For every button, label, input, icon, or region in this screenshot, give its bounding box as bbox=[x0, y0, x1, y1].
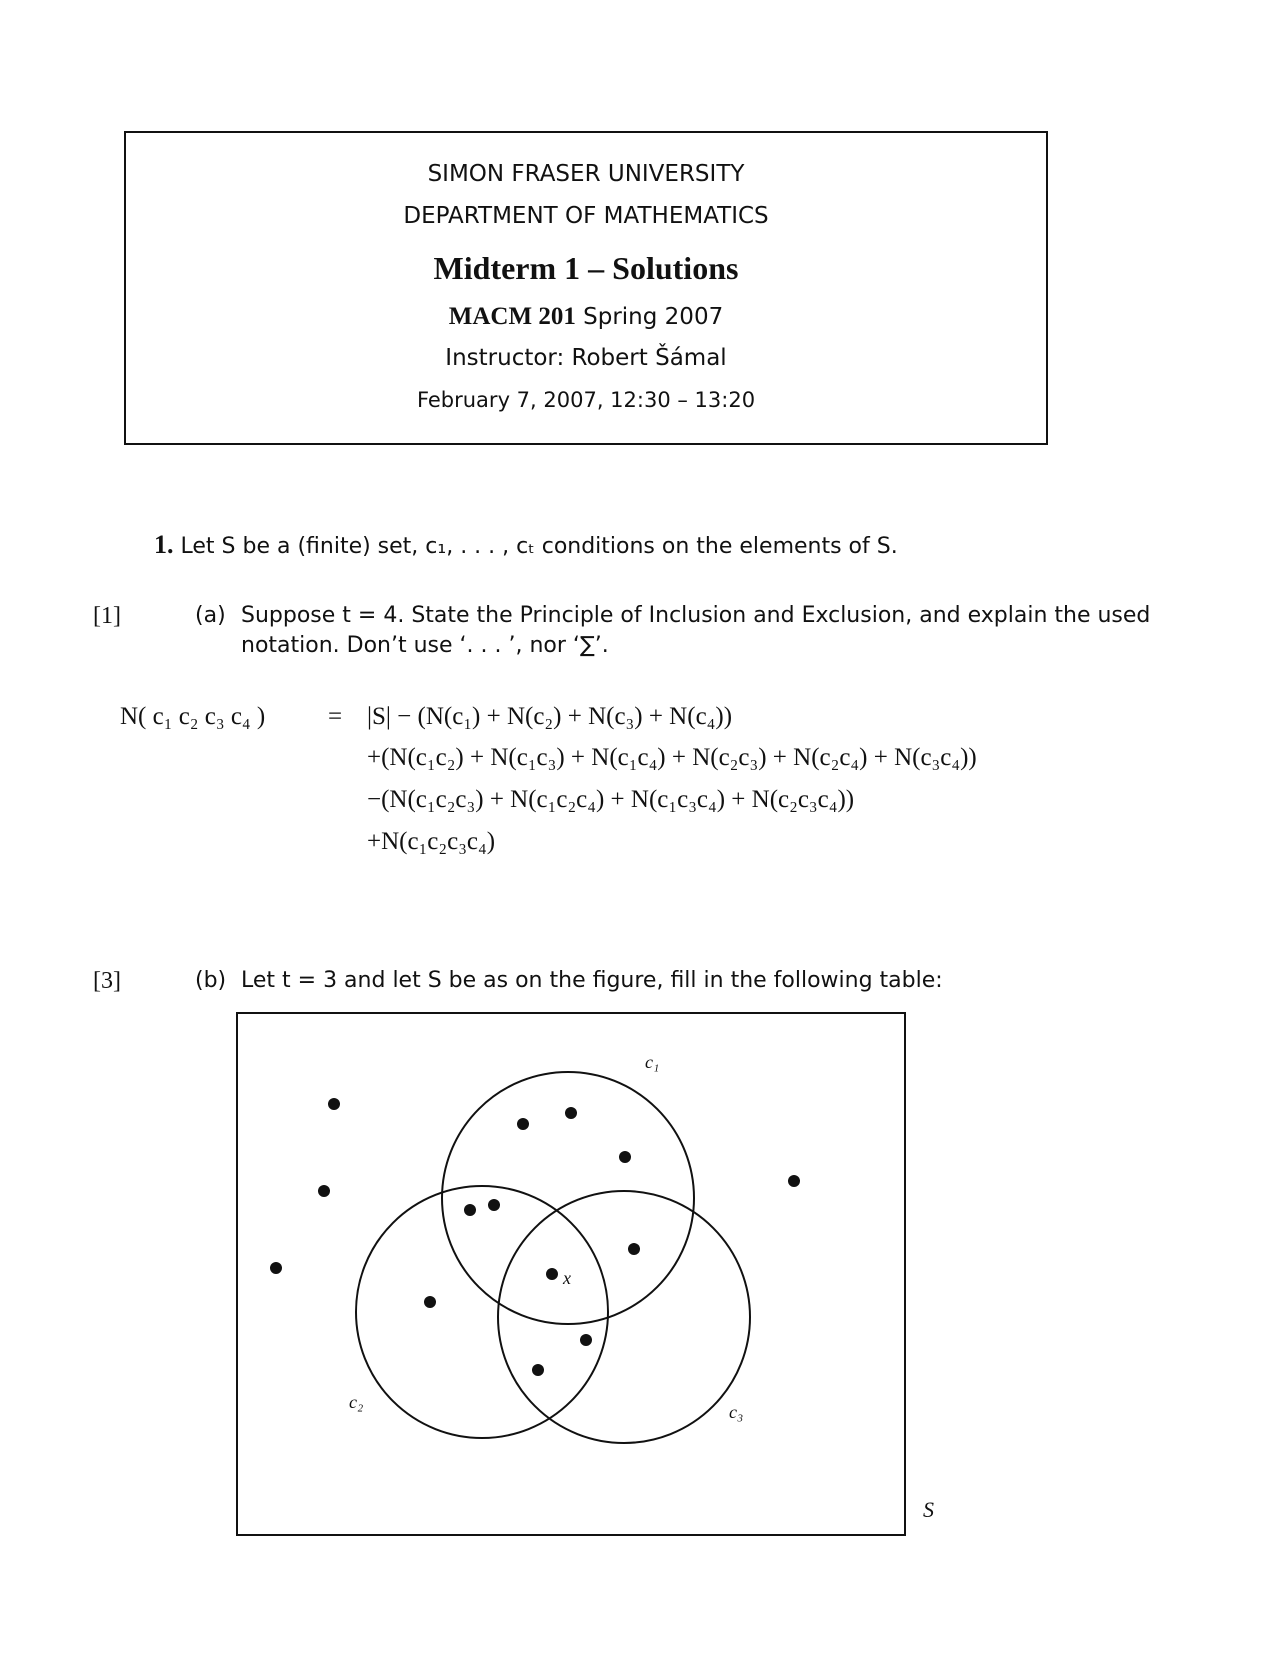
set-s-rectangle bbox=[237, 1013, 905, 1535]
course-code: MACM 201 bbox=[448, 303, 576, 330]
part-a-label: (a) bbox=[195, 603, 226, 628]
point bbox=[619, 1151, 631, 1163]
point bbox=[565, 1107, 577, 1119]
label-x: x bbox=[563, 1268, 571, 1288]
label-c2: c₂ bbox=[349, 1392, 364, 1412]
equation-rhs-line-1: |S| − (N(c₁) + N(c₂) + N(c₃) + N(c₄)) bbox=[367, 703, 733, 730]
instructor: Instructor: Robert Šámal bbox=[445, 345, 727, 371]
equation-rhs-line-3: −(N(c₁c₂c₃) + N(c₁c₂c₄) + N(c₁c₃c₄) + N(c₂c₃c₄)) bbox=[367, 786, 855, 813]
page-title: Midterm 1 – Solutions bbox=[433, 250, 739, 286]
question-intro: Let S be a (finite) set, c₁, . . . , cₜ conditions on the elements of S. bbox=[180, 534, 898, 559]
label-c1: c₁ bbox=[645, 1052, 660, 1072]
point bbox=[517, 1118, 529, 1130]
label-s: S bbox=[923, 1497, 934, 1522]
part-a-marks: [1] bbox=[93, 603, 121, 629]
point bbox=[424, 1296, 436, 1308]
label-c3: c₃ bbox=[729, 1402, 744, 1422]
university-name: SIMON FRASER UNIVERSITY bbox=[427, 161, 745, 187]
point bbox=[488, 1199, 500, 1211]
part-a-line-1: Suppose t = 4. State the Principle of Inclusion and Exclusion, and explain the used bbox=[241, 603, 1151, 628]
point bbox=[270, 1262, 282, 1274]
course-term: Spring 2007 bbox=[583, 304, 724, 330]
point bbox=[628, 1243, 640, 1255]
part-b-label: (b) bbox=[195, 968, 227, 993]
point bbox=[464, 1204, 476, 1216]
point bbox=[328, 1098, 340, 1110]
equation-equals: = bbox=[328, 703, 343, 730]
department-name: DEPARTMENT OF MATHEMATICS bbox=[403, 203, 769, 229]
circle-c3 bbox=[498, 1191, 750, 1443]
part-a-line-2: notation. Don’t use ‘. . . ’, nor ‘∑’. bbox=[241, 633, 609, 658]
equation-rhs-line-2: +(N(c₁c₂) + N(c₁c₃) + N(c₁c₄) + N(c₂c₃) + N(c₂c₄) + N(c₃c₄)) bbox=[367, 744, 977, 771]
equation-lhs-text: N( c₁ c₂ c₃ c₄ ) bbox=[120, 703, 266, 730]
point bbox=[546, 1268, 558, 1280]
question-number: 1. bbox=[154, 530, 174, 559]
point bbox=[318, 1185, 330, 1197]
part-b-text: Let t = 3 and let S be as on the figure, fill in the following table: bbox=[241, 968, 943, 993]
equation-rhs-line-4: +N(c₁c₂c₃c₄) bbox=[367, 828, 496, 855]
point bbox=[532, 1364, 544, 1376]
point bbox=[580, 1334, 592, 1346]
part-b-marks: [3] bbox=[93, 968, 121, 994]
circle-c2 bbox=[356, 1186, 608, 1438]
point bbox=[788, 1175, 800, 1187]
exam-date: February 7, 2007, 12:30 – 13:20 bbox=[416, 388, 756, 412]
